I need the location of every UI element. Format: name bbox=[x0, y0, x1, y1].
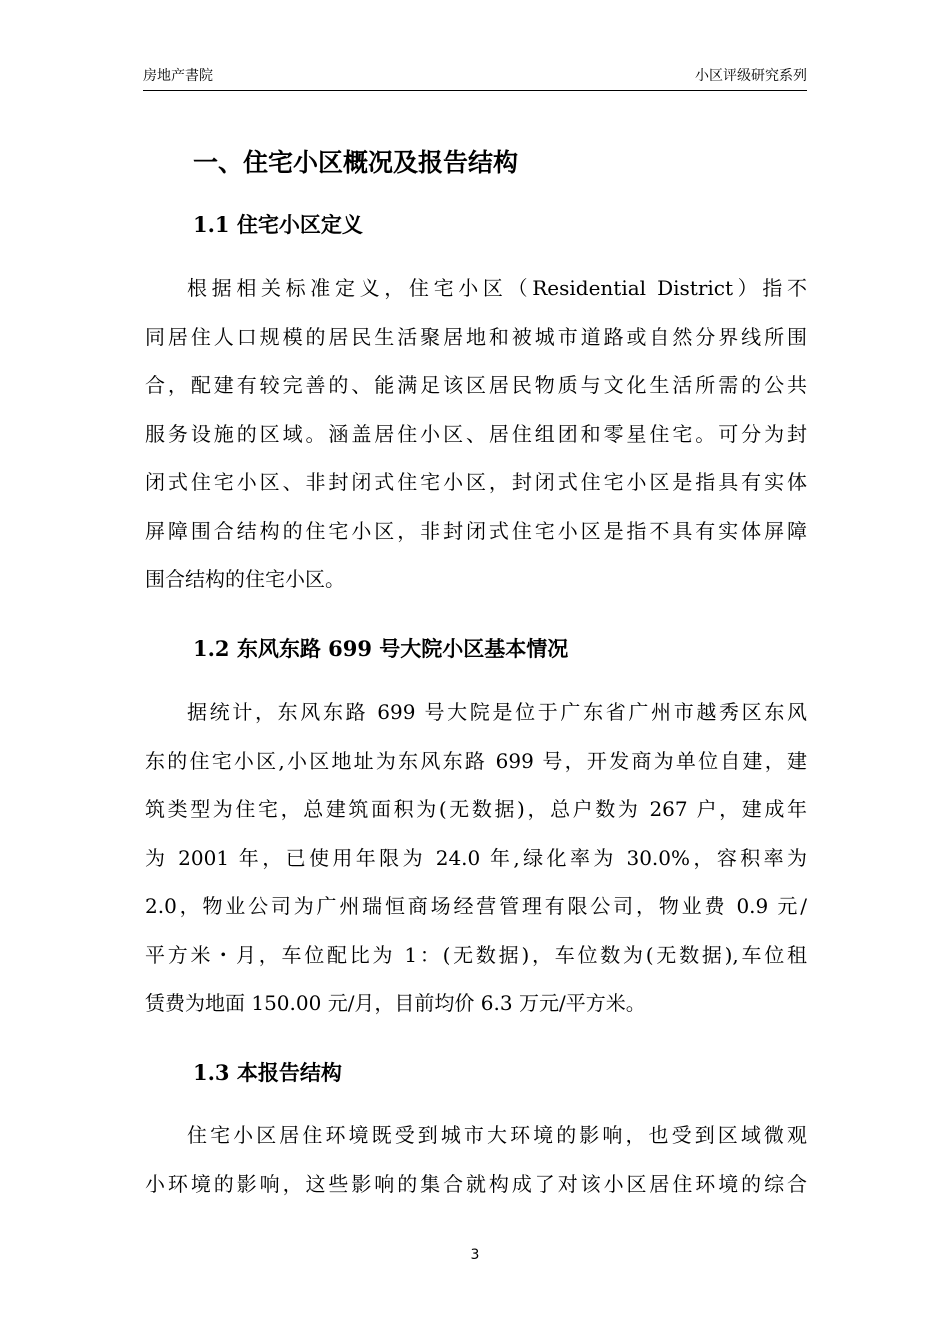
text-line: 同居住人口规模的居民生活聚居地和被城市道路或自然分界线所围 bbox=[145, 324, 807, 349]
text-line: 平方米・月，车位配比为 1：(无数据)，车位数为(无数据),车位租 bbox=[145, 942, 807, 967]
section-title: 一、住宅小区概况及报告结构 bbox=[193, 148, 519, 177]
text-line: 据统计，东风东路 699 号大院是位于广东省广州市越秀区东风 bbox=[187, 700, 807, 724]
text-line: 东的住宅小区,小区地址为东风东路 699 号，开发商为单位自建，建 bbox=[145, 748, 807, 773]
text-line: 筑类型为住宅，总建筑面积为(无数据)，总户数为 267 户，建成年 bbox=[145, 797, 807, 821]
text-line: 服务设施的区域。涵盖居住小区、居住组团和零星住宅。可分为封 bbox=[145, 421, 807, 446]
text-line: 住宅小区居住环境既受到城市大环境的影响，也受到区域微观 bbox=[187, 1123, 807, 1147]
text-line: 合，配建有较完善的、能满足该区居民物质与文化生活所需的公共 bbox=[145, 373, 807, 397]
text-line: 小环境的影响，这些影响的集合就构成了对该小区居住环境的综合 bbox=[145, 1171, 807, 1196]
paragraph-definition bbox=[145, 264, 807, 604]
text-line: 赁费为地面 150.00 元/月，目前均价 6.3 万元/平方米。 bbox=[145, 991, 646, 1015]
paragraph-basic-info bbox=[145, 688, 807, 1028]
text-line: 围合结构的住宅小区。 bbox=[145, 567, 345, 591]
header-series: 小区评级研究系列 bbox=[695, 68, 807, 84]
text-line: 根据相关标准定义，住宅小区（Residential District）指不 bbox=[187, 276, 807, 300]
subsection-title-1-3: 1.3 本报告结构 bbox=[193, 1060, 342, 1085]
text-line: 屏障围合结构的住宅小区，非封闭式住宅小区是指不具有实体屏障 bbox=[145, 518, 807, 543]
header-publisher: 房地产書院 bbox=[143, 68, 213, 84]
text-line: 闭式住宅小区、非封闭式住宅小区，封闭式住宅小区是指具有实体 bbox=[145, 470, 807, 494]
page-number: 3 bbox=[470, 1247, 480, 1263]
paragraph-report-structure bbox=[145, 1111, 807, 1208]
page-header bbox=[143, 66, 807, 91]
text-line: 为 2001 年，已使用年限为 24.0 年,绿化率为 30.0%，容积率为 bbox=[145, 845, 807, 870]
text-line: 2.0，物业公司为广州瑞恒商场经营管理有限公司，物业费 0.9 元/ bbox=[145, 894, 807, 918]
subsection-title-1-2: 1.2 东风东路 699 号大院小区基本情况 bbox=[193, 636, 569, 661]
subsection-title-1-1: 1.1 住宅小区定义 bbox=[193, 212, 363, 237]
